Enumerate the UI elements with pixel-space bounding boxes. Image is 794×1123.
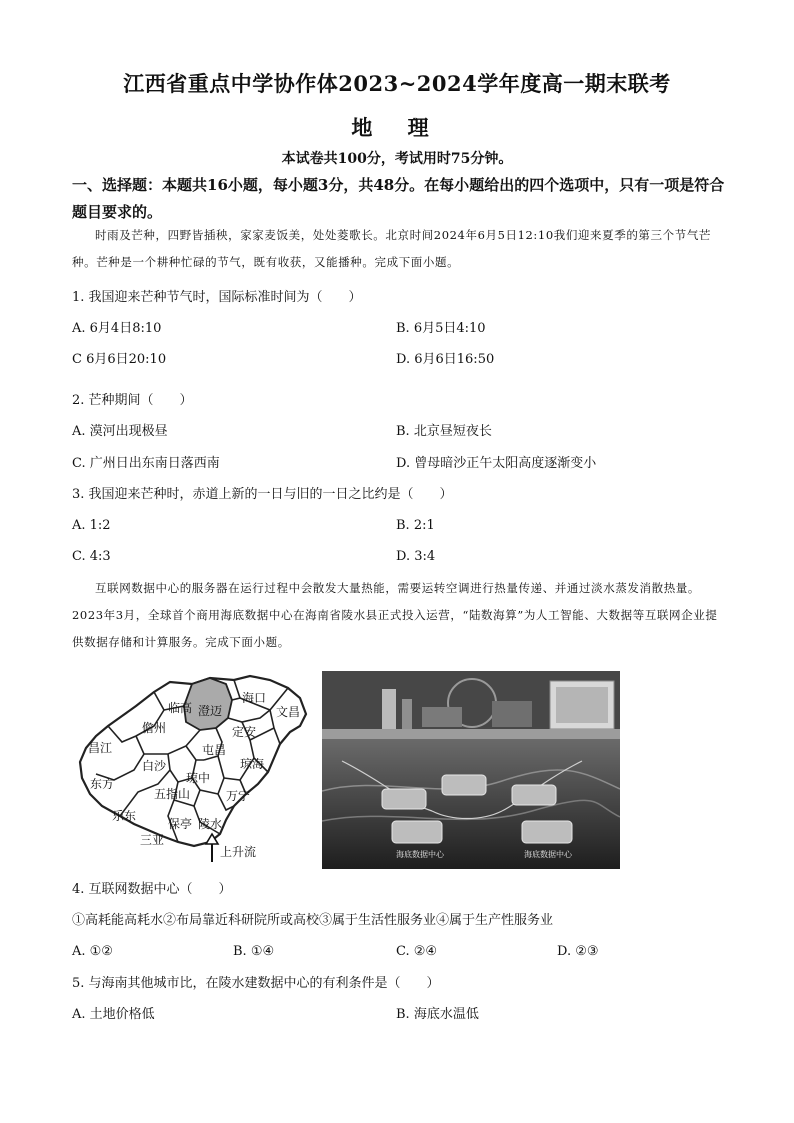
q3-option-a[interactable]: A. 1:2 xyxy=(72,518,111,533)
label-lingao: 临高 xyxy=(168,701,193,715)
q2-option-d[interactable]: D. 曾母暗沙正午太阳高度逐渐变小 xyxy=(396,456,597,471)
hainan-map xyxy=(74,670,318,870)
label-ding-an: 定安 xyxy=(232,725,257,739)
q4-option-a[interactable]: A. ①② xyxy=(72,944,113,959)
q4-option-b[interactable]: B. ①④ xyxy=(233,944,275,959)
section-heading: 一、选择题：本题共16小题，每小题3分，共48分。在每小题给出的四个选项中，只有一项是符合题目要求的。 xyxy=(72,176,725,221)
label-changjiang: 昌江 xyxy=(88,741,113,755)
question-4-stem: 4. 互联网数据中心（ ） xyxy=(72,882,232,897)
label-chengmai: 澄迈 xyxy=(198,704,223,718)
label-dongfang: 东方 xyxy=(90,777,115,791)
label-lingshui: 陵水 xyxy=(198,817,223,831)
photo-caption-left: 海底数据中心 xyxy=(396,850,444,859)
exam-title: 江西省重点中学协作体2023~2024学年度高一期末联考 xyxy=(123,71,671,96)
q4-option-c[interactable]: C. ②④ xyxy=(396,944,438,959)
q3-option-d[interactable]: D. 3:4 xyxy=(396,549,436,564)
q2-option-a[interactable]: A. 漠河出现极昼 xyxy=(72,424,168,439)
q5-option-a[interactable]: A. 土地价格低 xyxy=(72,1007,155,1022)
photo-caption-right: 海底数据中心 xyxy=(524,850,572,859)
question-4-statements: ①高耗能高耗水②布局靠近科研院所或高校③属于生活性服务业④属于生产性服务业 xyxy=(72,913,554,928)
q2-option-b[interactable]: B. 北京昼短夜长 xyxy=(396,424,492,439)
question-5-stem: 5. 与海南其他城市比，在陵水建数据中心的有利条件是（ ） xyxy=(72,976,440,991)
label-ledong: 乐东 xyxy=(112,809,137,823)
label-wenchang: 文昌 xyxy=(276,705,301,719)
q1-option-c[interactable]: C 6月6日20:10 xyxy=(72,352,167,367)
subject-title: 地 理 xyxy=(351,115,443,140)
question-1-stem: 1. 我国迎来芒种节气时，国际标准时间为（ ） xyxy=(72,290,362,305)
data-center-photo xyxy=(322,671,620,869)
label-sanya: 三亚 xyxy=(140,833,165,847)
label-haikou: 海口 xyxy=(242,691,267,705)
q5-option-b[interactable]: B. 海底水温低 xyxy=(396,1007,479,1022)
label-qionghai: 琼海 xyxy=(240,757,265,771)
q4-option-d[interactable]: D. ②③ xyxy=(557,944,599,959)
question-2-stem: 2. 芒种期间（ ） xyxy=(72,393,193,408)
label-qiongzhong: 琼中 xyxy=(186,771,211,785)
q2-option-c[interactable]: C. 广州日出东南日落西南 xyxy=(72,456,220,471)
label-baisha: 白沙 xyxy=(142,759,167,773)
exam-info: 本试卷共100分，考试用时75分钟。 xyxy=(281,151,513,167)
label-baoting: 保亭 xyxy=(168,817,193,831)
passage-mangzhong: 时雨及芒种，四野皆插秧，家家麦饭美，处处菱歌长。北京时间2024年6月5日12:10我们迎来夏季的第三个节气芒种。芒种是一个耕种忙碌的节气，既有收获，又能播种。完成下面小题。 xyxy=(72,228,712,269)
label-wanning: 万宁 xyxy=(226,789,251,803)
passage-data-center: 互联网数据中心的服务器在运行过程中会散发大量热能，需要运转空调进行热量传递、并通过淡水蒸发消散热量。2023年3月，全球首个商用海底数据中心在海南省陵水县正式投入运营，“陆数海算”为人工智能、大数据等互联网企业提供数据存储和计算服务。完成下面小题。 xyxy=(72,581,718,649)
q3-option-c[interactable]: C. 4:3 xyxy=(72,549,111,564)
label-tunchang: 屯昌 xyxy=(202,743,227,757)
legend-upwelling: 上升流 xyxy=(220,845,257,859)
q1-option-a[interactable]: A. 6月4日8:10 xyxy=(72,321,162,336)
label-danzhou: 儋州 xyxy=(142,721,167,735)
q3-option-b[interactable]: B. 2:1 xyxy=(396,518,435,533)
q1-option-d[interactable]: D. 6月6日16:50 xyxy=(396,352,495,367)
q1-option-b[interactable]: B. 6月5日4:10 xyxy=(396,321,486,336)
question-3-stem: 3. 我国迎来芒种时，赤道上新的一日与旧的一日之比约是（ ） xyxy=(72,487,453,502)
label-wuzhishan: 五指山 xyxy=(154,787,191,801)
